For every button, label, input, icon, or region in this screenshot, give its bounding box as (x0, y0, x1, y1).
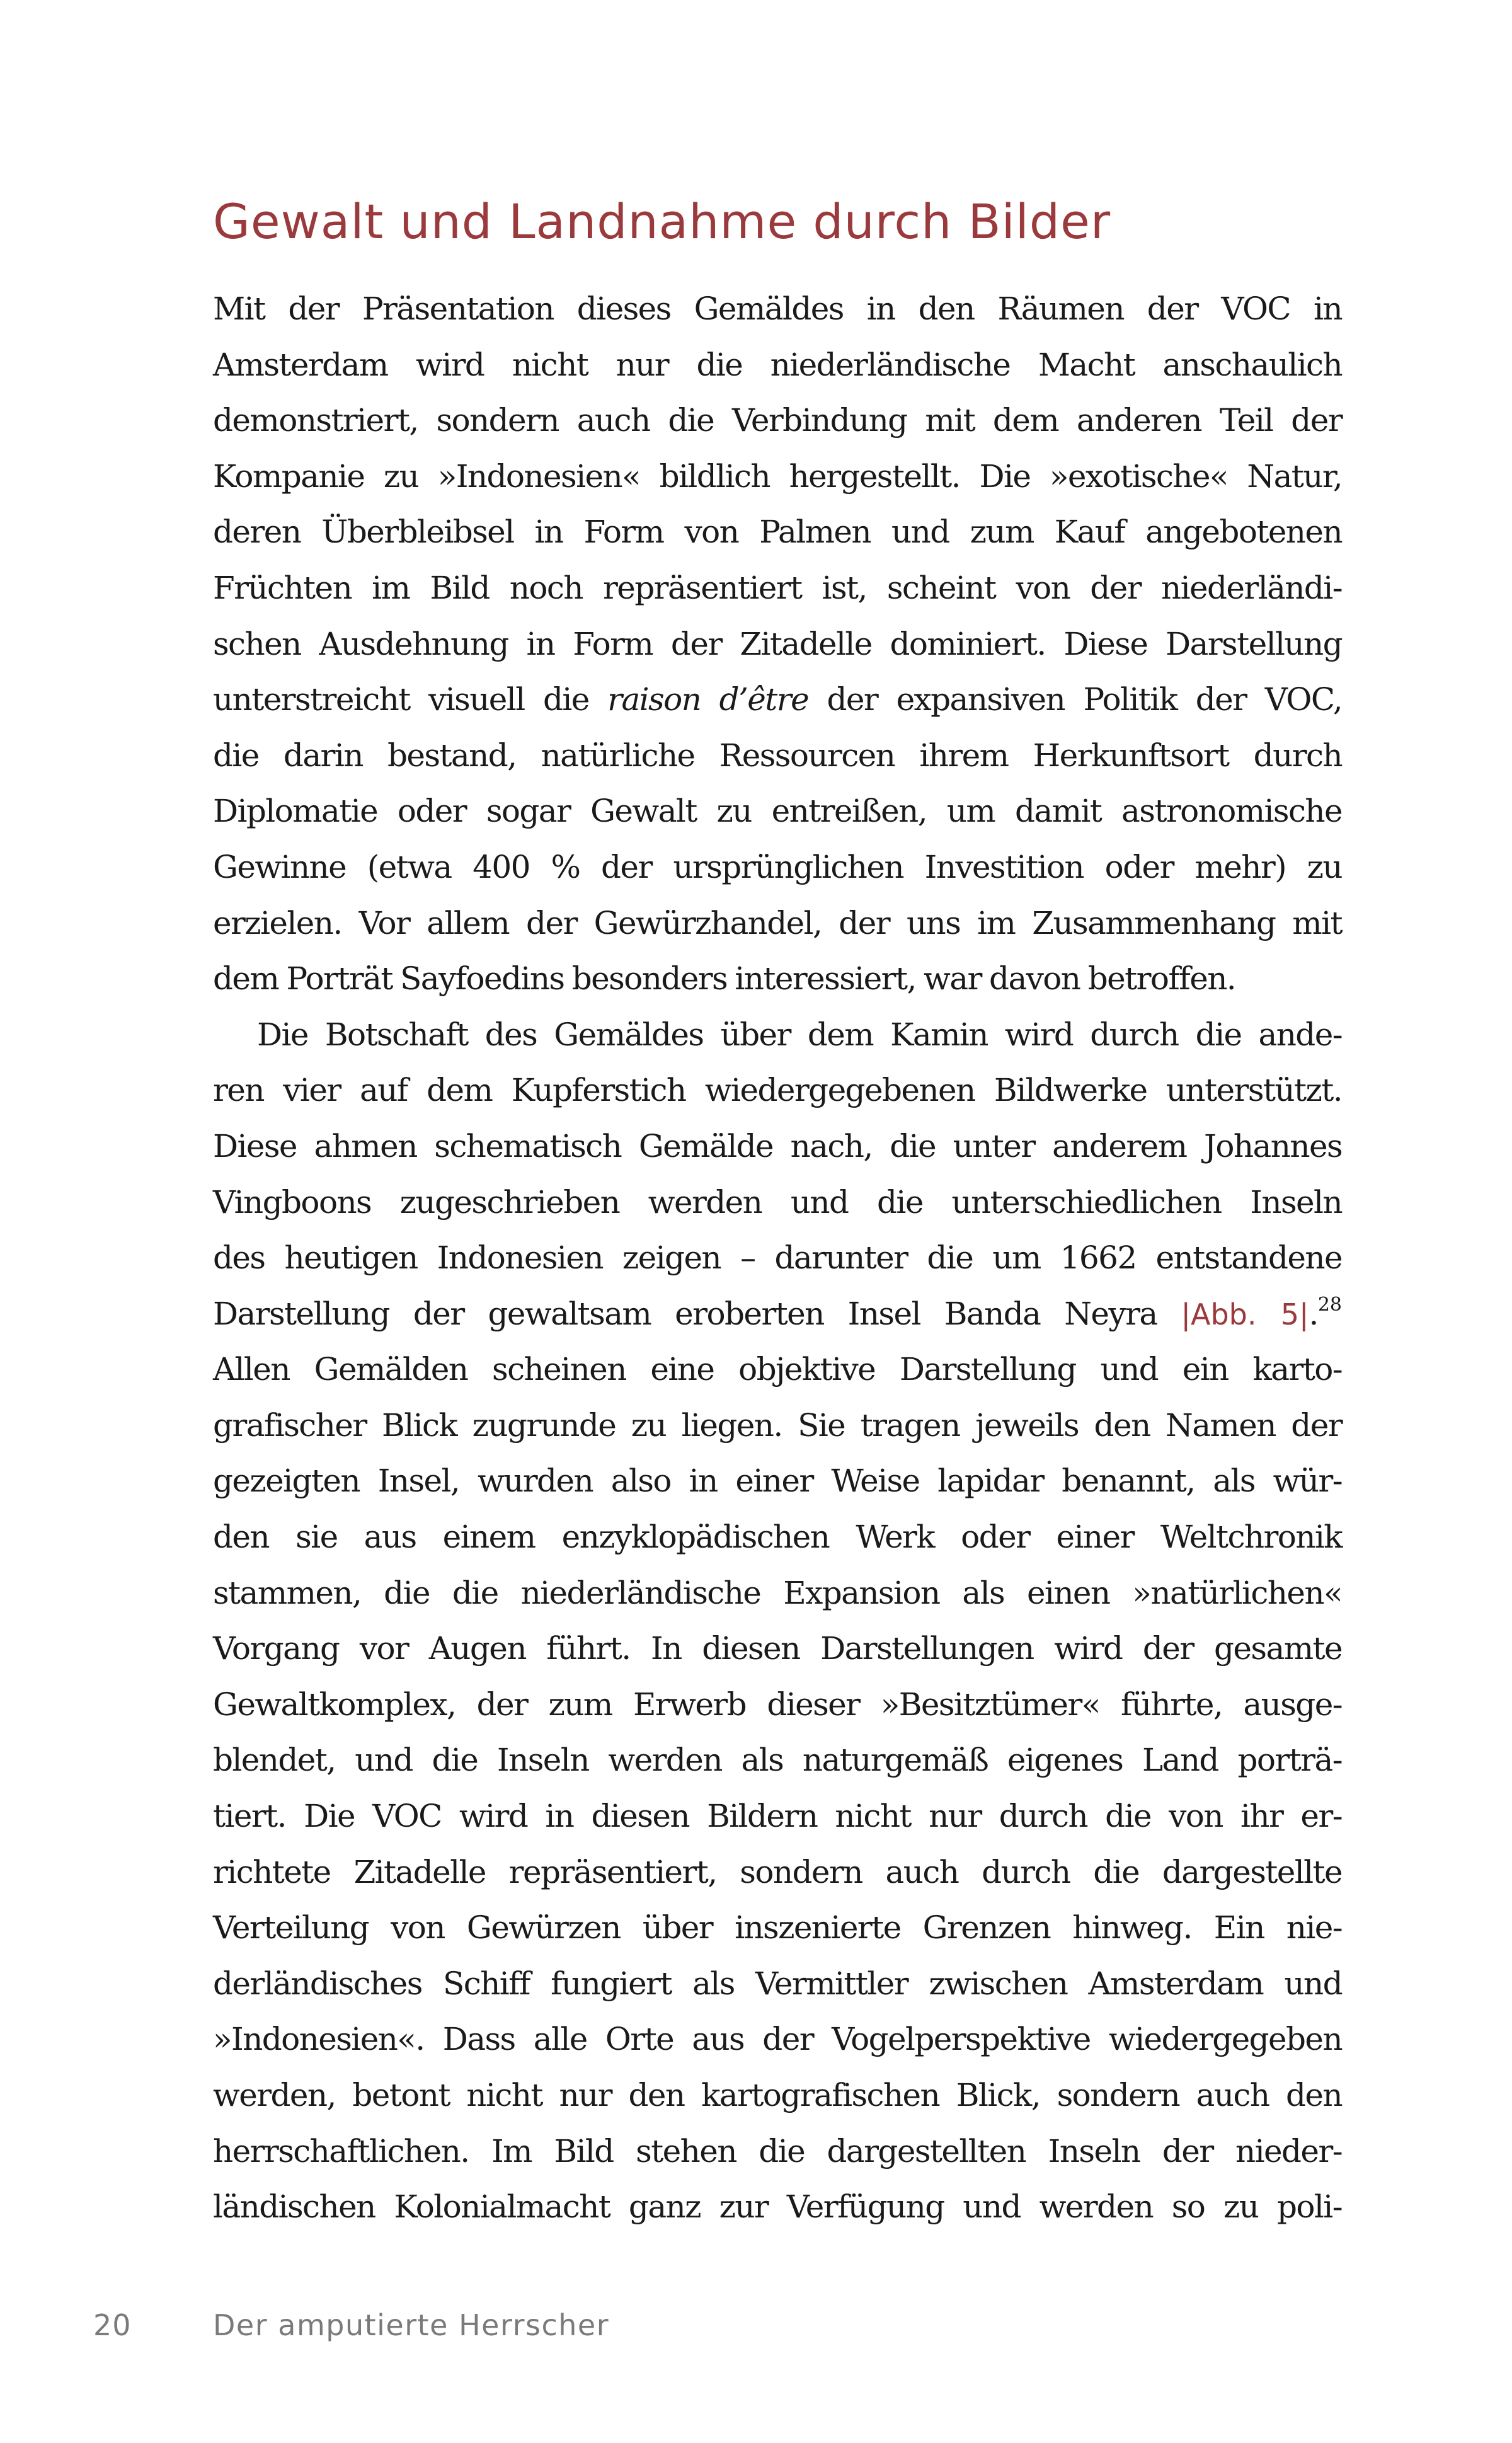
text-line: Vorgang vor Augen führt. In diesen Darstellungen wird der gesamte (213, 1630, 1342, 1667)
text-line: dem Porträt Sayfoedins besonders interessiert, war davon betroffen. (213, 960, 1236, 997)
text-line: gezeigten Insel, wurden also in einer Weise lapidar benannt, als wür- (213, 1463, 1342, 1500)
text-line: Allen Gemälden scheinen eine objektive Darstellung und ein karto- (213, 1351, 1342, 1388)
text-line: ländischen Kolonialmacht ganz zur Verfügung und werden so zu poli- (213, 2188, 1342, 2226)
text-line: Vingboons zugeschrieben werden und die unterschiedlichen Inseln (213, 1183, 1342, 1221)
text-line-with-italic (213, 672, 1342, 728)
text-line: des heutigen Indonesien zeigen – darunter die um 1662 entstandene (213, 1239, 1342, 1277)
text-line: ren vier auf dem Kupferstich wiedergegebenen Bildwerke unterstützt. (213, 1072, 1342, 1109)
page-number: 20 (93, 2308, 132, 2342)
text-line: richtete Zitadelle repräsentiert, sondern auch durch die dargestellte (213, 1853, 1342, 1890)
footnote-marker[interactable]: 28 (1317, 1293, 1342, 1316)
text-line: werden, betont nicht nur den kartografischen Blick, sondern auch den (213, 2077, 1342, 2113)
text-line: Früchten im Bild noch repräsentiert ist, scheint von der niederländi- (213, 569, 1342, 606)
text-line: Mit der Präsentation dieses Gemäldes in den Räumen der VOC in (213, 290, 1342, 327)
paragraph-1 (213, 281, 1342, 1007)
text-line: demonstriert, sondern auch die Verbindung mit dem anderen Teil der (213, 402, 1342, 439)
text-line: Gewaltkomplex, der zum Erwerb dieser »Besitztümer« führte, ausge- (213, 1686, 1342, 1723)
running-title: Der amputierte Herrscher (213, 2308, 610, 2342)
italic-phrase: raison d’être (607, 681, 809, 718)
figure-reference-link[interactable]: |Abb. 5| (1181, 1297, 1309, 1331)
text-line: Gewinne (etwa 400 % der ursprünglichen Investition oder mehr) zu (213, 848, 1342, 885)
text-line: schen Ausdehnung in Form der Zitadelle dominiert. Diese Darstellung (213, 625, 1342, 662)
text-segment: der expansiven Politik der VOC, (808, 681, 1342, 718)
text-segment: unterstreicht visuell die (213, 681, 608, 718)
text-line: Diplomatie oder sogar Gewalt zu entreißen, um damit astronomische (213, 793, 1342, 830)
body-text (213, 281, 1342, 2235)
section-heading: Gewalt und Landnahme durch Bilder (213, 193, 1111, 250)
text-line: Die Botschaft des Gemäldes über dem Kamin wird durch die ande- (257, 1016, 1342, 1053)
text-line: den sie aus einem enzyklopädischen Werk oder einer Weltchronik (213, 1519, 1342, 1556)
text-line: tiert. Die VOC wird in diesen Bildern nicht nur durch die von ihr er- (213, 1798, 1342, 1835)
text-line: deren Überbleibsel in Form von Palmen und zum Kauf angebotenen (213, 514, 1342, 551)
text-segment: . (1309, 1295, 1318, 1332)
text-line: grafischer Blick zugrunde zu liegen. Sie tragen jeweils den Namen der (213, 1406, 1342, 1444)
text-line-with-figure-ref (213, 1286, 1342, 1342)
text-line: erzielen. Vor allem der Gewürzhandel, der uns im Zusammenhang mit (213, 904, 1342, 941)
text-line: herrschaftlichen. Im Bild stehen die dargestellten Inseln der nieder- (213, 2132, 1342, 2170)
text-line: »Indonesien«. Dass alle Orte aus der Vogelperspektive wiedergegeben (213, 2021, 1342, 2058)
text-line: die darin bestand, natürliche Ressourcen ihrem Herkunftsort durch (213, 737, 1342, 774)
text-segment: Darstellung der gewaltsam eroberten Insel Banda Neyra (213, 1295, 1181, 1332)
text-line: blendet, und die Inseln werden als naturgemäß eigenes Land porträ- (213, 1742, 1342, 1779)
text-line: derländisches Schiff fungiert als Vermittler zwischen Amsterdam und (213, 1965, 1342, 2002)
paragraph-2 (213, 1007, 1342, 2235)
text-line: Diese ahmen schematisch Gemälde nach, die unter anderem Johannes (213, 1127, 1342, 1164)
text-line: Amsterdam wird nicht nur die niederländische Macht anschaulich (213, 346, 1342, 383)
text-line: stammen, die die niederländische Expansion als einen »natürlichen« (213, 1574, 1342, 1611)
page-footer (0, 2306, 1512, 2357)
text-line: Kompanie zu »Indonesien« bildlich hergestellt. Die »exotische« Natur, (213, 457, 1342, 495)
text-line: Verteilung von Gewürzen über inszenierte Grenzen hinweg. Ein nie- (213, 1909, 1342, 1946)
